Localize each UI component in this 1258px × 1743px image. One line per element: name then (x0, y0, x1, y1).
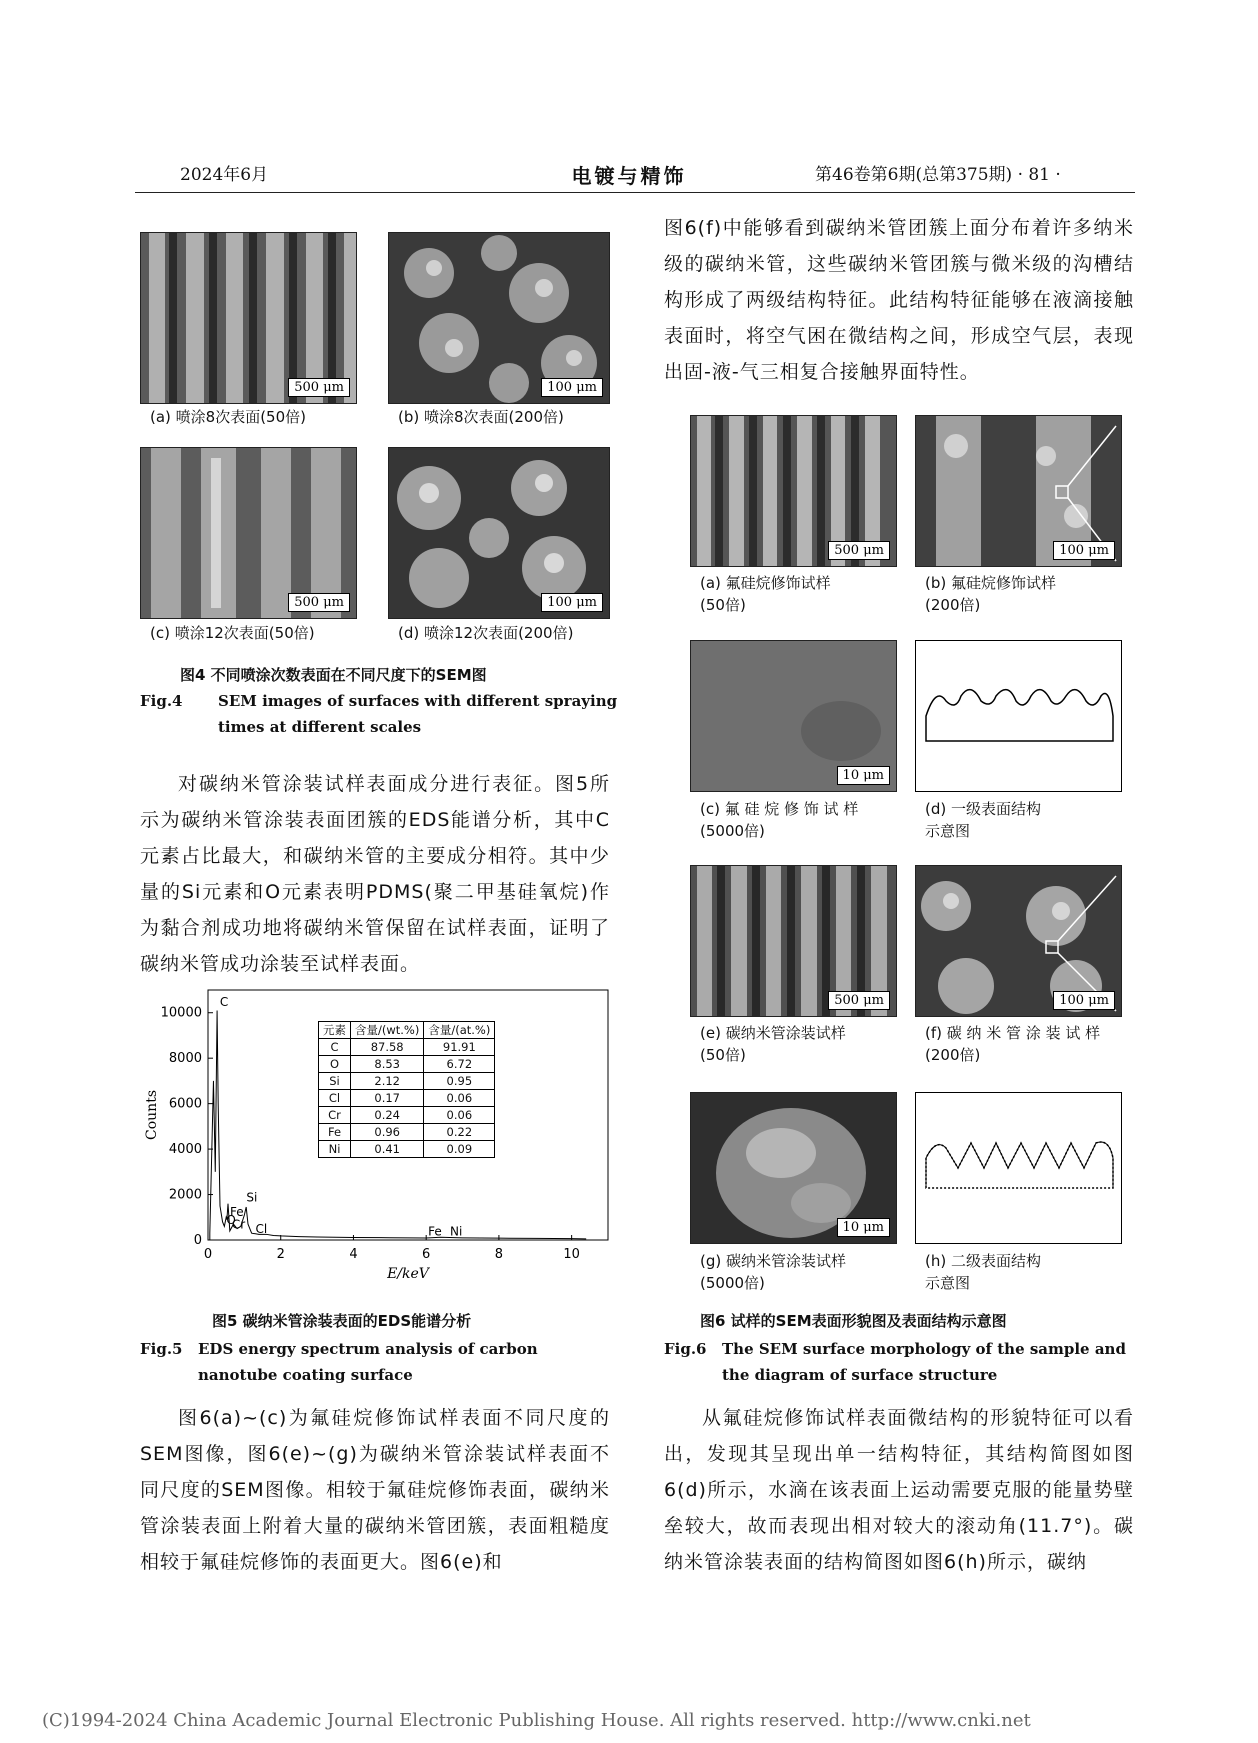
fig5-label-en: Fig.5 (140, 1340, 183, 1358)
fig6h-diagram (915, 1092, 1122, 1244)
eds-table-wrap (318, 1021, 495, 1158)
eds-cell: 0.17 (351, 1090, 424, 1107)
eds-cell: Cr (319, 1107, 351, 1124)
eds-table (318, 1021, 495, 1158)
fig6c-caption: (c) 氟 硅 烷 修 饰 试 样 (5000倍) (700, 800, 859, 840)
fig4d-image (388, 447, 610, 619)
x-axis-label: E/keV (387, 1266, 429, 1282)
eds-cell: Fe (319, 1124, 351, 1141)
fig4a-image (140, 232, 357, 404)
left-paragraph-1: 对碳纳米管涂装试样表面成分进行表征。图5所示为碳纳米管涂装表面团簇的EDS能谱分析，其中C元素占比最大，和碳纳米管的主要成分相符。其中少量的Si元素和O元素表明PDMS(聚二甲基硅氧烷)作为黏合剂成功地将碳纳米管保留在试样表面，证明了碳纳米管成功涂装至试样表面。 (140, 773, 610, 975)
y-tick-label: 8000 (168, 1051, 202, 1067)
x-tick-label: 6 (422, 1247, 431, 1262)
peak-label: Fe (230, 1205, 244, 1220)
fig4-label-en: Fig.4 (140, 692, 183, 710)
fig4a-caption: (a) 喷涂8次表面(50倍) (150, 408, 306, 426)
peak-label: Cr (231, 1217, 246, 1232)
x-tick-label: 2 (276, 1247, 285, 1262)
fig6g-caption: (g) 碳纳米管涂装试样 (5000倍) (700, 1252, 846, 1292)
fig4b-scale: 100 μm (541, 378, 603, 397)
y-tick-label: 0 (193, 1233, 202, 1248)
eds-row (319, 1107, 495, 1124)
eds-row (319, 1124, 495, 1141)
x-tick-label: 4 (349, 1247, 358, 1262)
peak-label: O (226, 1213, 236, 1228)
eds-row (319, 1090, 495, 1107)
eds-cell: 0.96 (351, 1124, 424, 1141)
fig6f-scale: 100 μm (1053, 991, 1115, 1010)
peak-label: C (219, 994, 229, 1009)
peak-label: Fe (428, 1224, 442, 1239)
right-paragraph-1: 图6(f)中能够看到碳纳米管团簇上面分布着许多纳米级的碳纳米管，这些碳纳米管团簇与微米级的沟槽结构形成了两级结构特征。此结构特征能够在液滴接触表面时，将空气困在微结构之间，形成空气层，表现出固-液-气三相复合接触界面特性。 (664, 217, 1134, 383)
fig4d-caption: (d) 喷涂12次表面(200倍) (398, 624, 574, 642)
fig6e-caption: (e) 碳纳米管涂装试样 (50倍) (700, 1024, 846, 1064)
fig6d-caption: (d) 一级表面结构 示意图 (925, 800, 1041, 840)
x-tick-label: 0 (203, 1247, 213, 1262)
eds-cell: C (319, 1039, 351, 1056)
fig4-title-en: SEM images of surfaces with different spraying times at different scales (218, 692, 618, 736)
eds-cell: 8.53 (351, 1056, 424, 1073)
eds-cell: 2.12 (351, 1073, 424, 1090)
header-rule (135, 192, 1135, 193)
peak-label: Si (246, 1190, 258, 1205)
fig6d-diagram (915, 640, 1122, 792)
fig4a-scale: 500 μm (288, 378, 350, 397)
fig4c-image (140, 447, 357, 619)
eds-cell: 0.95 (424, 1073, 495, 1090)
y-tick-label: 4000 (168, 1142, 202, 1158)
header-date: 2024年6月 (180, 165, 269, 185)
fig4b-caption: (b) 喷涂8次表面(200倍) (398, 408, 564, 426)
fig6e-scale: 500 μm (828, 991, 890, 1010)
y-axis-label: Counts (144, 1090, 160, 1140)
fig6-title-en: The SEM surface morphology of the sample and the diagram of surface structure (722, 1340, 1126, 1384)
eds-cell: Si (319, 1073, 351, 1090)
eds-header-1: 含量/(wt.%) (351, 1022, 424, 1039)
fig6a-scale: 500 μm (828, 541, 890, 560)
eds-row (319, 1056, 495, 1073)
fig6e-image (690, 865, 897, 1017)
y-tick-label: 10000 (160, 1005, 202, 1021)
fig6g-scale: 10 μm (837, 1218, 890, 1237)
eds-cell: 0.22 (424, 1124, 495, 1141)
fig5-title-en: EDS energy spectrum analysis of carbon nanotube coating surface (198, 1340, 538, 1384)
fig6b-caption: (b) 氟硅烷修饰试样 (200倍) (925, 574, 1056, 614)
fig6f-image (915, 865, 1122, 1017)
eds-cell: Ni (319, 1141, 351, 1158)
y-tick-label: 2000 (168, 1187, 202, 1203)
eds-cell: 0.06 (424, 1090, 495, 1107)
fig6c-scale: 10 μm (837, 766, 890, 785)
right-paragraph-2: 从氟硅烷修饰试样表面微结构的形貌特征可以看出，发现其呈现出单一结构特征，其结构简图如图6(d)所示，水滴在该表面上运动需要克服的能量势壁垒较大，故而表现出相对较大的滚动角(11.7°)。碳纳米管涂装表面的结构简图如图6(h)所示，碳纳 (664, 1407, 1134, 1573)
fig4b-image (388, 232, 610, 404)
fig6a-image (690, 415, 897, 567)
fig4-title-cn: 图4 不同喷涂次数表面在不同尺度下的SEM图 (180, 666, 487, 684)
peak-label: Cl (255, 1222, 268, 1237)
peak-label: Ni (450, 1224, 463, 1239)
fig6-title-cn: 图6 试样的SEM表面形貌图及表面结构示意图 (700, 1312, 1007, 1330)
eds-cell: Cl (319, 1090, 351, 1107)
eds-cell: 6.72 (424, 1056, 495, 1073)
eds-cell: 0.09 (424, 1141, 495, 1158)
eds-row (319, 1073, 495, 1090)
fig4c-scale: 500 μm (288, 593, 350, 612)
y-tick-label: 6000 (168, 1096, 202, 1112)
fig6a-caption: (a) 氟硅烷修饰试样 (50倍) (700, 574, 831, 614)
eds-row (319, 1039, 495, 1056)
eds-cell: O (319, 1056, 351, 1073)
journal-title: 电镀与精饰 (571, 164, 687, 188)
eds-cell: 0.24 (351, 1107, 424, 1124)
header-volume: 第46卷第6期(总第375期) · 81 · (815, 165, 1061, 185)
eds-row (319, 1141, 495, 1158)
fig6f-caption: (f) 碳 纳 米 管 涂 装 试 样 (200倍) (925, 1024, 1101, 1064)
eds-cell: 0.41 (351, 1141, 424, 1158)
x-tick-label: 8 (494, 1247, 504, 1262)
fig4d-scale: 100 μm (541, 593, 603, 612)
fig5-title-cn: 图5 碳纳米管涂装表面的EDS能谱分析 (212, 1312, 472, 1330)
fig6b-image (915, 415, 1122, 567)
eds-cell: 91.91 (424, 1039, 495, 1056)
copyright-footer: (C)1994-2024 China Academic Journal Electronic Publishing House. All rights reserved. http://www.cnki.net (42, 1710, 1031, 1731)
eds-header-0: 元素 (319, 1022, 351, 1039)
fig6-label-en: Fig.6 (664, 1340, 707, 1358)
eds-cell: 87.58 (351, 1039, 424, 1056)
fig6b-scale: 100 μm (1053, 541, 1115, 560)
fig6g-image (690, 1092, 897, 1244)
fig6c-image (690, 640, 897, 792)
eds-header-2: 含量/(at.%) (424, 1022, 495, 1039)
fig6h-caption: (h) 二级表面结构 示意图 (925, 1252, 1041, 1292)
fig4c-caption: (c) 喷涂12次表面(50倍) (150, 624, 315, 642)
x-tick-label: 10 (563, 1247, 580, 1262)
left-paragraph-2: 图6(a)~(c)为氟硅烷修饰试样表面不同尺度的SEM图像，图6(e)~(g)为碳纳米管涂装试样表面不同尺度的SEM图像。相较于氟硅烷修饰表面，碳纳米管涂装表面上附着大量的碳纳米管团簇，表面粗糙度相较于氟硅烷修饰的表面更大。图6(e)和 (140, 1407, 610, 1573)
eds-cell: 0.06 (424, 1107, 495, 1124)
